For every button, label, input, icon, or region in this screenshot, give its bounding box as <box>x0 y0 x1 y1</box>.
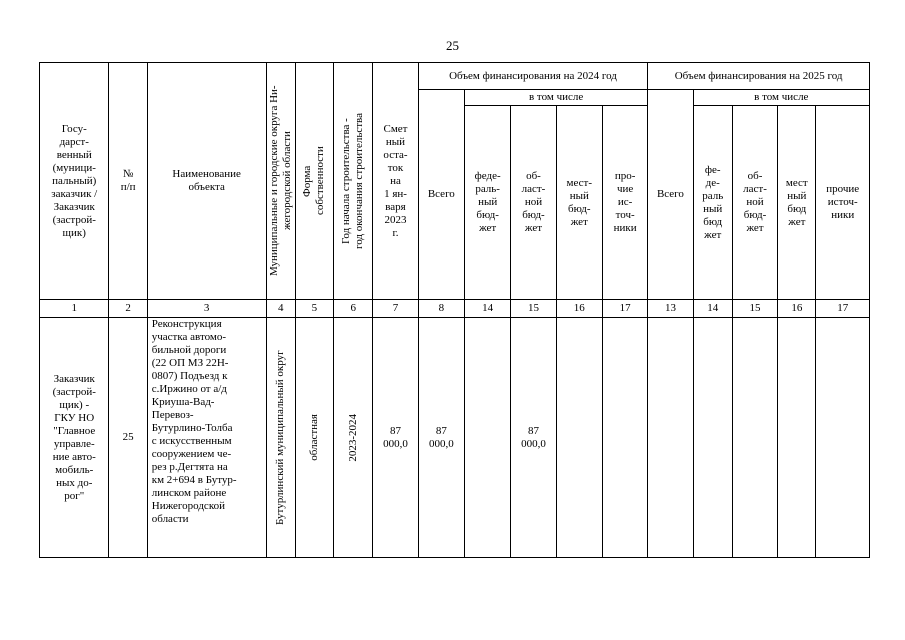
header-local-2024: мест- ный бюд- жет <box>556 106 602 300</box>
header-estimate: Смет ный оста- ток на 1 ян- варя 2023 г. <box>373 63 418 300</box>
column-number: 6 <box>334 300 373 318</box>
column-number: 4 <box>266 300 295 318</box>
column-number: 1 <box>40 300 109 318</box>
column-number: 15 <box>732 300 777 318</box>
financing-table <box>39 62 870 558</box>
header-federal-2024: феде- раль- ный бюд- жет <box>464 106 510 300</box>
row-other-2024 <box>602 318 647 558</box>
header-regional-2024: об- ласт- ной бюд- жет <box>511 106 556 300</box>
header-num: № п/п <box>109 63 147 300</box>
row-federal-2025 <box>693 318 732 558</box>
page-number: 25 <box>446 38 459 53</box>
table-row <box>40 318 870 558</box>
column-number: 8 <box>418 300 464 318</box>
row-estimate: 87 000,0 <box>373 318 418 558</box>
row-customer: Заказчик (застрой- щик) - ГКУ НО "Главное управле- ние авто- мобиль- ных до- рог" <box>40 318 109 558</box>
column-number-row <box>40 300 870 318</box>
row-regional-2025 <box>732 318 777 558</box>
row-municipal: Бутурлинский муниципальный округ <box>266 318 295 558</box>
header-fin-2024: Объем финансирования на 2024 год <box>418 63 648 90</box>
header-total-2024: Всего <box>418 90 464 300</box>
header-ownership: Форма собственности <box>295 63 333 300</box>
column-number: 2 <box>109 300 147 318</box>
header-local-2025: мест ный бюд жет <box>778 106 816 300</box>
column-number: 16 <box>556 300 602 318</box>
column-number: 7 <box>373 300 418 318</box>
row-object-name: Реконструкция участка автомо- бильной дороги (22 ОП МЗ 22Н- 0807) Подъезд к с.Иржино от а/д Криуша-Вад- Перевоз- Бутурлино-Толба с искусственным сооружением че- рез р.Дегтята на км 2+694 в Бутур- линском районе Нижегородской области <box>147 318 266 558</box>
row-federal-2024 <box>464 318 510 558</box>
header-municipal: Муниципальные и городские округа Ни- жегородской области <box>266 63 295 300</box>
header-regional-2025: об- ласт- ной бюд- жет <box>732 106 777 300</box>
header-other-2024: про- чие ис- точ- ники <box>602 106 647 300</box>
header-including-2024: в том числе <box>464 90 647 106</box>
column-number: 16 <box>778 300 816 318</box>
row-total-2024: 87 000,0 <box>418 318 464 558</box>
header-including-2025: в том числе <box>693 90 869 106</box>
column-number: 13 <box>648 300 693 318</box>
row-regional-2024: 87 000,0 <box>511 318 556 558</box>
header-total-2025: Всего <box>648 90 693 300</box>
header-fin-2025: Объем финансирования на 2025 год <box>648 63 870 90</box>
row-years: 2023-2024 <box>334 318 373 558</box>
column-number: 15 <box>511 300 556 318</box>
header-other-2025: прочие источ- ники <box>816 106 870 300</box>
header-name: Наименование объекта <box>147 63 266 300</box>
row-other-2025 <box>816 318 870 558</box>
column-number: 17 <box>816 300 870 318</box>
column-number: 17 <box>602 300 647 318</box>
column-number: 14 <box>464 300 510 318</box>
header-federal-2025: фе- де- раль ный бюд жет <box>693 106 732 300</box>
header-years: Год начала строительства - год окончания строительства <box>334 63 373 300</box>
row-ownership: областная <box>295 318 333 558</box>
column-number: 5 <box>295 300 333 318</box>
column-number: 3 <box>147 300 266 318</box>
column-number: 14 <box>693 300 732 318</box>
row-num: 25 <box>109 318 147 558</box>
row-local-2025 <box>778 318 816 558</box>
row-total-2025 <box>648 318 693 558</box>
header-customer: Госу- дарст- венный (муници- пальный) заказчик / Заказчик (застрой- щик) <box>40 63 109 300</box>
row-local-2024 <box>556 318 602 558</box>
